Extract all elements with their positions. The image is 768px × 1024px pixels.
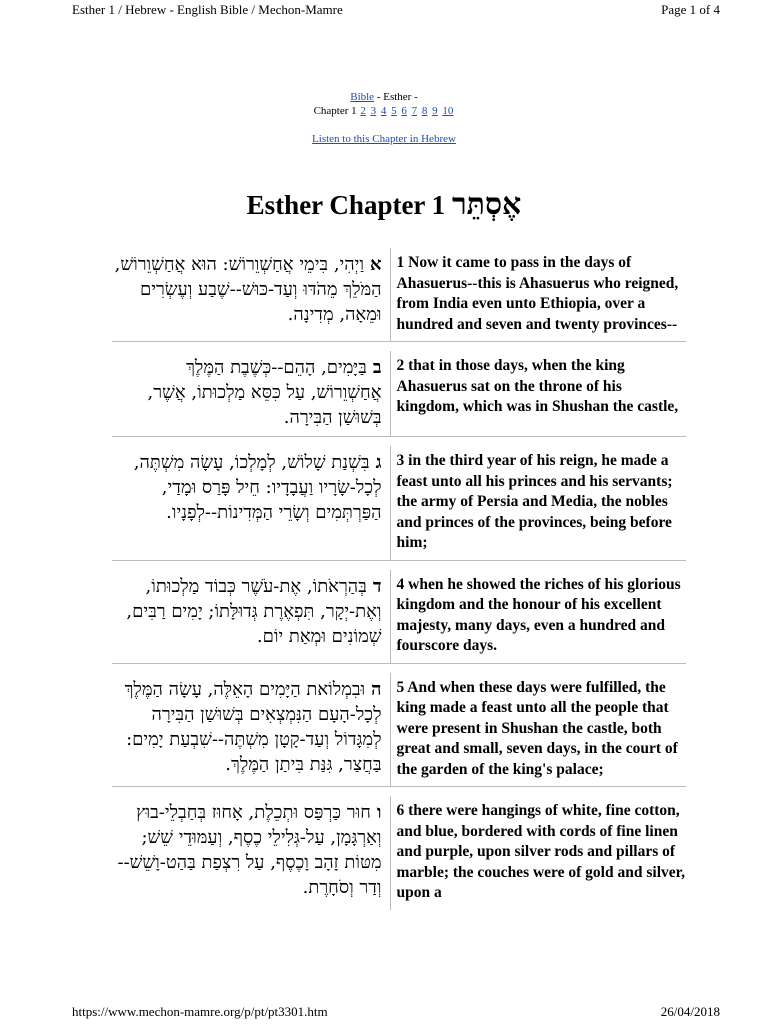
verse-row (112, 570, 686, 664)
verse-row (112, 796, 686, 910)
verse-row (112, 673, 686, 788)
column-divider (390, 673, 391, 787)
listen-link[interactable]: Listen to this Chapter in Hebrew (312, 133, 456, 145)
chapter-link-4[interactable]: 4 (380, 105, 387, 117)
header-page-number: Page 1 of 4 (661, 2, 720, 17)
english-verse-text: in the third year of his reign, he made a feast unto all his princes and his servants; the army of Persia and Media, the nobles and princes of the provinces, being before him; (396, 452, 673, 551)
hebrew-verse-text: בְּהַרְאֹתוֹ, אֶת-עֹשֶׁר כְּבוֹד מַלְכוּתוֹ, וְאֶת-יְקָר, תִּפְאֶרֶת גְּדוּלָּתוֹ; יָמִים רַבִּים, שְׁמוֹנִים וּמְאַת יוֹם. (126, 575, 382, 647)
listen-container (0, 133, 768, 145)
english-verse-text: when he showed the riches of his glorious kingdom and the honour of his excellent majesty, many days, even a hundred and fourscore days. (396, 575, 681, 654)
book-text: - Esther - (374, 91, 418, 103)
chapter-link-9[interactable]: 9 (432, 105, 438, 117)
chapter-label: Chapter 1 (313, 105, 360, 117)
english-verse-number: 1 (396, 254, 405, 271)
chapter-link-3[interactable]: 3 (370, 105, 377, 117)
hebrew-verse-number: ו (376, 802, 382, 823)
english-verse (397, 248, 686, 341)
breadcrumb-nav (0, 90, 768, 118)
hebrew-verse (112, 673, 382, 787)
english-verse-number: 3 (396, 452, 405, 469)
header-title: Esther 1 / Hebrew - English Bible / Mechon-Mamre (72, 2, 343, 17)
hebrew-verse-text: וַיְהִי, בִּימֵי אֲחַשְׁוֵרוֹשׁ: הוּא אֲחַשְׁוֵרוֹשׁ, הַמֹּלֵךְ מֵהֹדּוּ וְעַד-כּוּשׁ--שֶׁבַע וְעֶשְׂרִים וּמֵאָה, מְדִינָה. (114, 254, 382, 325)
hebrew-verse (112, 446, 382, 560)
title-hebrew: אֶסְתֵּר (451, 188, 522, 221)
hebrew-verse-number: ה (371, 678, 382, 700)
footer-date: 26/04/2018 (660, 1004, 720, 1019)
verse-row (112, 446, 686, 561)
chapter-link-2[interactable]: 2 (360, 105, 366, 117)
english-verse-text: And when these days were fulfilled, the king made a feast unto all the people that were present in Shushan the castle, both great and small, seven days, in the court of the garden of the king's palace; (396, 678, 678, 778)
footer-url: https://www.mechon-mamre.org/p/pt/pt3301.htm (72, 1004, 328, 1019)
hebrew-verse (112, 351, 382, 436)
print-header (72, 0, 720, 18)
english-verse-number: 6 (396, 802, 405, 819)
hebrew-verse (112, 796, 382, 910)
column-divider (390, 248, 391, 341)
english-verse-number: 5 (396, 678, 405, 696)
chapter-link-6[interactable]: 6 (401, 105, 407, 117)
hebrew-verse-number: ב (372, 357, 382, 378)
verse-row (112, 351, 686, 437)
english-verse-text: there were hangings of white, fine cotton, and blue, bordered with cords of fine linen and purple, upon silver rods and pillars of marble; the couches were of gold and silver, upon a (396, 802, 685, 901)
english-verse (397, 673, 686, 787)
column-divider (390, 446, 391, 560)
chapter-link-7[interactable]: 7 (411, 105, 418, 117)
english-verse (397, 446, 686, 560)
hebrew-verse (112, 570, 382, 663)
chapter-link-5[interactable]: 5 (391, 105, 397, 117)
column-divider (390, 351, 391, 436)
column-divider (390, 570, 391, 663)
chapter-nav (0, 104, 768, 118)
hebrew-verse (112, 248, 382, 341)
hebrew-verse-text: בַּיָּמִים, הָהֵם--כְּשֶׁבֶת הַמֶּלֶךְ אֲחַשְׁוֵרוֹשׁ, עַל כִּסֵּא מַלְכוּתוֹ, אֲשֶׁר, בְּשׁוּשַׁן הַבִּירָה. (147, 357, 382, 428)
hebrew-verse-number: א (369, 254, 382, 275)
english-verse-number: 2 (396, 357, 405, 374)
hebrew-verse-text: בִּשְׁנַת שָׁלוֹשׁ, לְמָלְכוֹ, עָשָׂה מִשְׁתֶּה, לְכָל-שָׂרָיו וַעֲבָדָיו: חֵיל פָּרַס וּמָדַי, הַפַּרְתְּמִים וְשָׂרֵי הַמְּדִינוֹת--לְפָנָיו. (133, 452, 382, 523)
hebrew-verse-number: ג (375, 452, 382, 473)
hebrew-verse-number: ד (372, 575, 382, 597)
chapter-link-10[interactable]: 10 (442, 105, 454, 117)
print-footer (72, 1002, 720, 1020)
english-verse-number: 4 (396, 575, 405, 593)
verse-row (112, 248, 686, 342)
bible-link[interactable]: Bible (350, 91, 375, 103)
chapter-link-8[interactable]: 8 (421, 105, 428, 117)
english-verse-text: Now it came to pass in the days of Ahasuerus--this is Ahasuerus who reigned, from India even unto Ethiopia, over a hundred and seven and twenty provinces-- (396, 254, 679, 333)
title-english: Esther Chapter 1 (246, 190, 452, 220)
english-verse (397, 570, 686, 663)
page-title (0, 188, 768, 222)
verse-table (112, 248, 686, 919)
hebrew-verse-text: וּבִמְלוֹאת הַיָּמִים הָאֵלֶּה, עָשָׂה הַמֶּלֶךְ לְכָל-הָעָם הַנִּמְצְאִים בְּשׁוּשַׁן הַבִּירָה לְמִגָּדוֹל וְעַד-קָטָן מִשְׁתֶּה--שִׁבְעַת יָמִים: בַּחֲצַר, גִּנַּת בִּיתַן הַמֶּלֶךְ. (124, 678, 382, 775)
english-verse (397, 796, 686, 910)
english-verse (397, 351, 686, 436)
column-divider (390, 796, 391, 910)
hebrew-verse-text: חוּר כַּרְפַּס וּתְכֵלֶת, אָחוּז בְּחַבְלֵי-בוּץ וְאַרְגָּמָן, עַל-גְּלִילֵי כֶסֶף, וְעַמּוּדֵי שֵׁשׁ; מִטּוֹת זָהָב וָכֶסֶף, עַל רִצְפַת בַּהַט-וָשֵׁשׁ--וְדַר וְסֹחָרֶת. (117, 802, 382, 898)
english-verse-text: that in those days, when the king Ahasuerus sat on the throne of his kingdom, which was in Shushan the castle, (396, 357, 679, 415)
